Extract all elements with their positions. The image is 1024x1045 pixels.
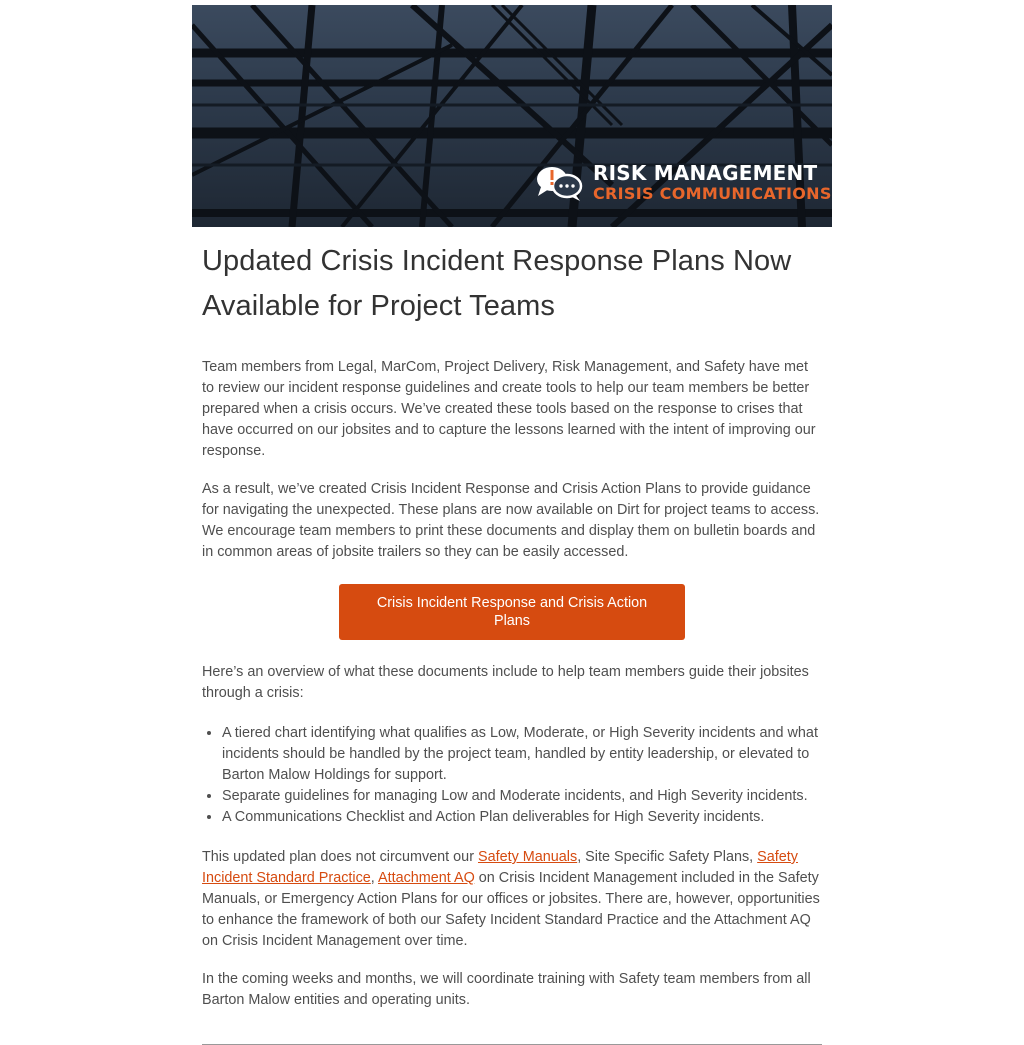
chat-bubbles-alert-icon (535, 164, 583, 202)
attachment-aq-link[interactable]: Attachment AQ (378, 870, 475, 886)
brand-lockup (535, 163, 832, 202)
circumvent-paragraph (202, 847, 822, 952)
text-segment: , Site Specific Safety Plans, (577, 849, 758, 865)
text-segment: on Crisis Incident Management included in the Safety Manuals, or Emergency Action Plans for our offices or jobsites. There are, however, opportunities to enhance the framework of both our Safety Incident Standard Practice and the Attachment AQ on Crisis Incident Management over time. (202, 870, 820, 949)
result-paragraph: As a result, we’ve created Crisis Incident Response and Crisis Action Plans to provide guidance for navigating the unexpected. These plans are now available on Dirt for project teams to access. We encourage team members to print these documents and display them on bulletin boards and in common areas of jobsite trailers so they can be easily accessed. (202, 481, 820, 560)
training-paragraph: In the coming weeks and months, we will coordinate training with Safety team members from all Barton Malow entities and operating units. (202, 971, 811, 1008)
text-segment: , (370, 870, 378, 886)
article-title: Updated Crisis Incident Response Plans Now Available for Project Teams (202, 245, 792, 322)
brand-title: RISK MANAGEMENT (593, 161, 818, 185)
overview-paragraph: Here’s an overview of what these documents include to help team members guide their jobsites through a crisis: (202, 664, 809, 701)
brand-subtitle: CRISIS COMMUNICATIONS (593, 184, 832, 203)
hero-banner (192, 5, 832, 227)
text-segment: This updated plan does not circumvent our (202, 849, 478, 865)
list-item: • A tiered chart identifying what qualifies as Low, Moderate, or High Severity incidents and what incidents should be handled by the project team, handled by entity leadership, or elevated to Barton Malow Holdings for support. (222, 723, 822, 786)
cta-container (202, 584, 822, 640)
list-item: • Separate guidelines for managing Low and Moderate incidents, and High Severity incidents. (222, 786, 822, 807)
overview-list (202, 723, 822, 828)
intro-paragraph: Team members from Legal, MarCom, Project Delivery, Risk Management, and Safety have met to review our incident response guidelines and create tools to help our team members be better prepared when a crisis occurs. We’ve created these tools based on the response to crises that have occurred on our jobsites and to capture the lessons learned with the intent of improving our response. (202, 359, 816, 459)
email-body (192, 5, 832, 1045)
brand-wordmark (593, 163, 832, 202)
crisis-plans-button[interactable]: Crisis Incident Response and Crisis Action Plans (339, 584, 685, 640)
safety-manuals-link[interactable]: Safety Manuals (477, 849, 578, 865)
list-item: • A Communications Checklist and Action Plan deliverables for High Severity incidents. (222, 807, 822, 828)
article-content (192, 227, 832, 1045)
safety-incident-standard-practice-link[interactable]: Safety Incident Standard Practice (202, 849, 798, 886)
